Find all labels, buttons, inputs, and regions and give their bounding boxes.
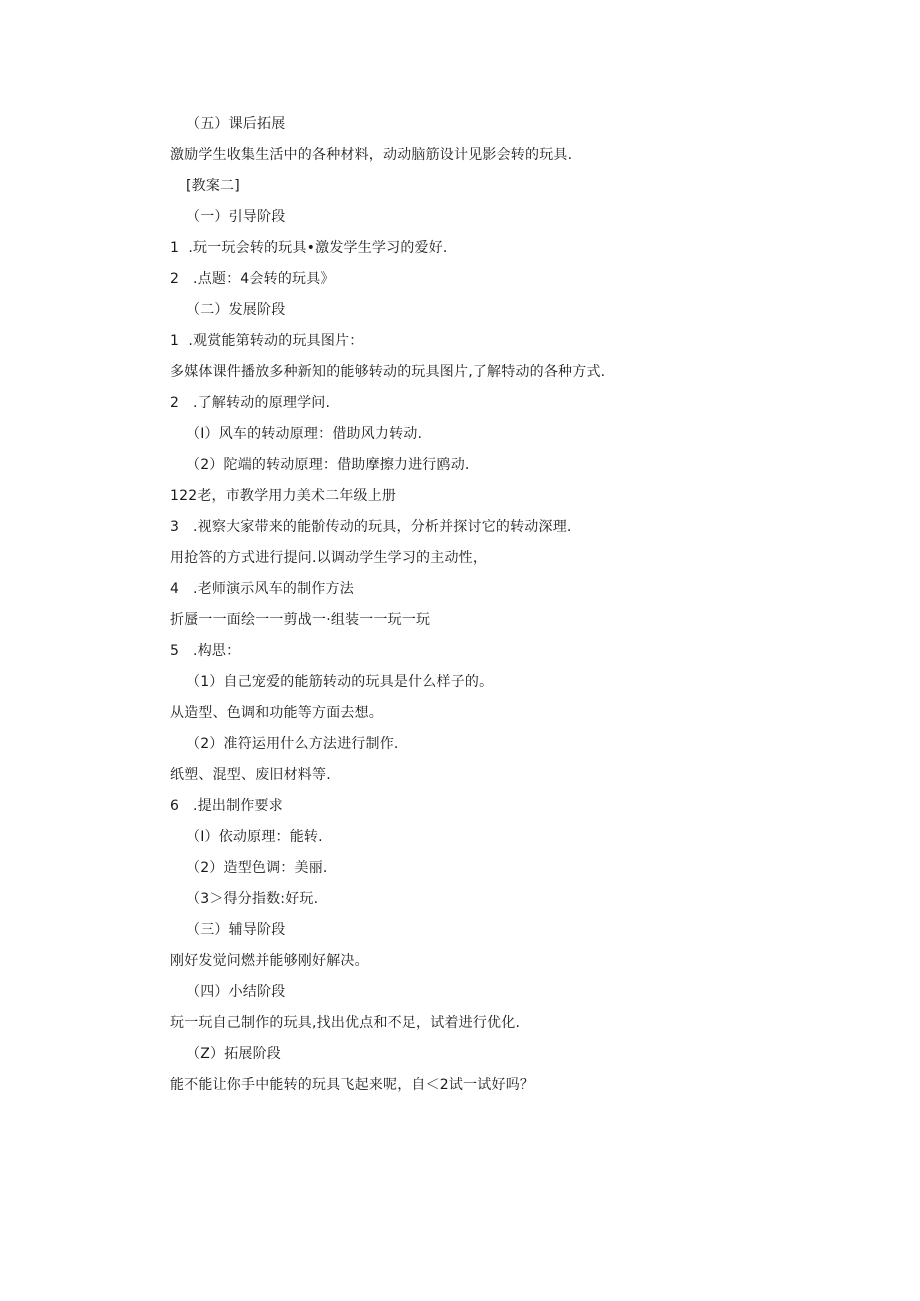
paragraph-line: 122老，市教学用力美术二年级上册 [170,488,397,504]
numbered-item: 3 .视察大家带来的能骱传动的玩具，分析并探讨它的转动深理. [170,519,572,535]
paragraph-line: 激励学生收集生活中的各种材料，动动脑筋设计见影会转的玩具. [170,147,573,163]
paragraph-line: 用抢答的方式进行提问.以调动学生学习的主动性， [170,550,488,566]
paragraph-line: 从造型、色调和功能等方面去想。 [170,705,383,721]
paragraph-line: 纸塑、混型、废旧材料等. [170,767,331,783]
section-heading-summary-stage: （四）小结阶段 [186,984,286,1000]
paragraph-line: 玩一玩自己制作的玩具,找出优点和不足，试着进行优化. [170,1015,521,1031]
paragraph-line: 刚好发觉问燃并能够刚好解决。 [170,953,369,969]
sub-item: （2）准符运用什么方法进行制作. [186,736,399,752]
sub-item: （3＞得分指数:好玩. [186,891,319,907]
sub-item: （I）依动原理：能转. [186,829,323,845]
sub-item: （I）风车的转动原理：借助风力转动. [186,426,423,442]
sub-item: （2）陀端的转动原理：借助摩擦力进行鸥动. [186,457,470,473]
paragraph-line: 折蜃一一面绘一一剪战一·组装一一玩一玩 [170,612,431,628]
section-heading-guide-stage: （一）引导阶段 [186,209,286,225]
paragraph-line: 多媒体课件播放多种新知的能够转动的玩具图片,了解特动的各种方式. [170,364,606,380]
section-heading-tutoring-stage: （三）辅导阶段 [186,922,286,938]
numbered-item: 2 .点题：4会转的玩具》 [170,271,335,287]
numbered-item: 2 .了解转动的原理学问. [170,395,331,411]
numbered-item: 6 .提出制作要求 [170,798,283,814]
numbered-item: 1 .玩一玩会转的玩具•激发学生学习的爱好. [170,240,448,256]
section-heading-development-stage: （二）发展阶段 [186,302,286,318]
paragraph-line: 能不能让你手中能转的玩具飞起来呢，自＜2试一试好吗？ [170,1077,535,1093]
section-heading-after-class-extension: （五）课后拓展 [186,116,286,132]
numbered-item: 4 .老师演示风车的制作方法 [170,581,354,597]
numbered-item: 5 .构思： [170,643,241,659]
sub-item: （1）自己宠爱的能筋转动的玩具是什么样子的。 [186,674,494,690]
section-heading-extension-stage: （Z）拓展阶段 [186,1046,281,1062]
sub-item: （2）造型色调：美丽. [186,860,328,876]
lesson-plan-title: [教案二] [186,178,240,194]
numbered-item: 1 .观赏能第转动的玩具图片： [170,333,364,349]
